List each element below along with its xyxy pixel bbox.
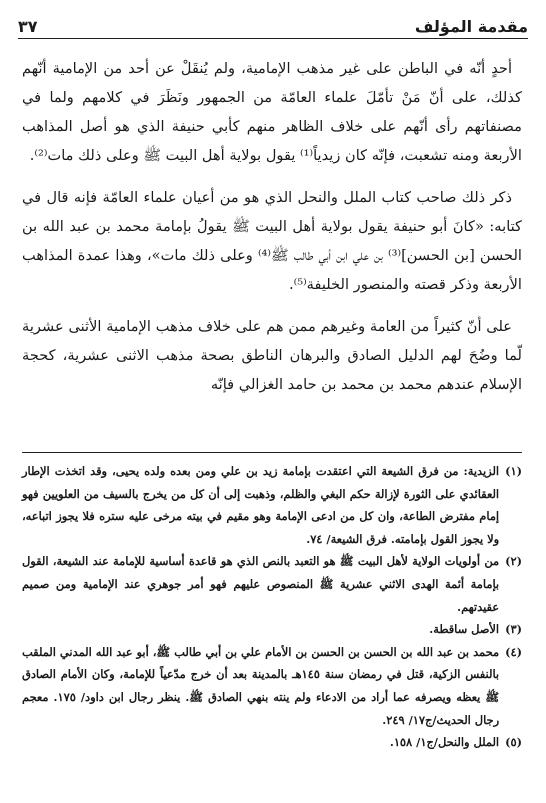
footnote-text: محمد بن عبد الله بن الحسن بن الحسن بن الأمام علي بن أبي طالب ﷺ، أبو عبد الله المدني الملقب بالنفس الزكية، قتل في رمضان سنة ١٤٥هـ بالمدينة بعد أن خرج مدّعياً للإمامة، وكان الأمام الصادق ﷺ يعظه ويصرفه عما أراد من الادعاء ولم ينته بنهي الصادق ﷺ. ينظر رجال ابن داود/ ١٧٥. معجم رجال الحديث/ج١٧/ ٢٤٩. [22, 644, 500, 727]
footnote-item [22, 460, 522, 550]
footnotes [22, 460, 522, 754]
footnote-item [22, 641, 522, 731]
footnote-number: (١) [505, 464, 522, 478]
footnote-item [22, 731, 522, 754]
footnote-number: (٤) [505, 644, 522, 659]
footnote-text: الملل والنحل/ج١/ ١٥٨. [389, 735, 500, 750]
paragraph: على أنّ كثيراً من العامة وغيرهم ممن هم على خلاف مذهب الإمامية الأثنى عشرية لّما وضُحَ لهم الدليل الصادق والبرهان الناطق بصحة مذهب الاثنى عشرية، كحجة الإسلام عندهم محمد بن محمد بن حامد الغزالي فإنّه [22, 318, 522, 393]
footnote-text: الأصل ساقطة. [429, 622, 500, 637]
footnote-item [22, 618, 522, 641]
header-rule [18, 38, 528, 39]
main-text [22, 54, 522, 399]
footnote-separator [22, 452, 522, 453]
footnote-number: (٥) [505, 735, 522, 750]
paragraph: ذكر ذلك صاحب كتاب الملل والنحل الذي هو من أعيان علماء العامّة فإنه قال في كتابه: «كانَ أبو حنيفة يقول بولاية أهل البيت ﷺ يقولُ بإمامة محمد بن عبد الله بن الحسن [بن الحسن]⁽³⁾ بن علي ابن أبي طالب ﷺ⁽⁴⁾ وعلى ذلك مات»، وهذا عمدة المذاهب الأربعة وذكر قصته والمنصور الخليفة⁽⁵⁾. [22, 189, 522, 293]
footnote-text: من أولويات الولاية لأهل البيت ﷺ هو التعبد بالنص الذي هو قاعدة أساسية للإمامة عند الشيعة، القول بإمامة أئمة الهدى الاثني عشرية ﷺ المنصوص عليهم فهو أمر جوهري عند الإمامية ومن صميم عقيدتهم. [22, 554, 500, 614]
footnote-number: (٣) [505, 622, 522, 637]
footnote-text: الزيدية: من فرق الشيعة التي اعتقدت بإمامة زيد بن علي ومن بعده ولده يحيى، وقد اتخذت الإطار العقائدي على الثورة لإزالة حكم البغي والظلم، وذهبت إلى أن كل من يخرج بالسيف من العلويين فهو إمام مفترض الطاعة، وان كل من ادعى الإمامة وهو مقيم في بيته مرخى عليه ستره فلا يجوز اتباعه، ولا يجوز القول بإمامته. فرق الشيعة/ ٧٤. [22, 464, 500, 546]
page-number: ٣٧ [18, 17, 38, 36]
footnote-number: (٢) [505, 554, 522, 569]
section-title: مقدمة المؤلف [414, 17, 528, 36]
paragraph: أحدٍ أنّه في الباطن على غير مذهب الإمامية، ولم يُنقَلْ عن أحد من الإمامية أنّهم كذلك، على أنّ مَنْ تأمّلَ علماء العامّة من الجمهور ونَظَرَ في كلامهم ولما في مصنفاتهم رأى أنّهم على خلاف الظاهر منهم كأبي حنيفة الذي هو أصل المذاهب الأربعة ومنه تشعبت، فإنّه كان زيدياً⁽¹⁾ يقول بولاية أهل البيت ﷺ وعلى ذلك مات⁽²⁾. [22, 60, 522, 164]
footnote-item [22, 550, 522, 618]
page-header [18, 10, 528, 36]
